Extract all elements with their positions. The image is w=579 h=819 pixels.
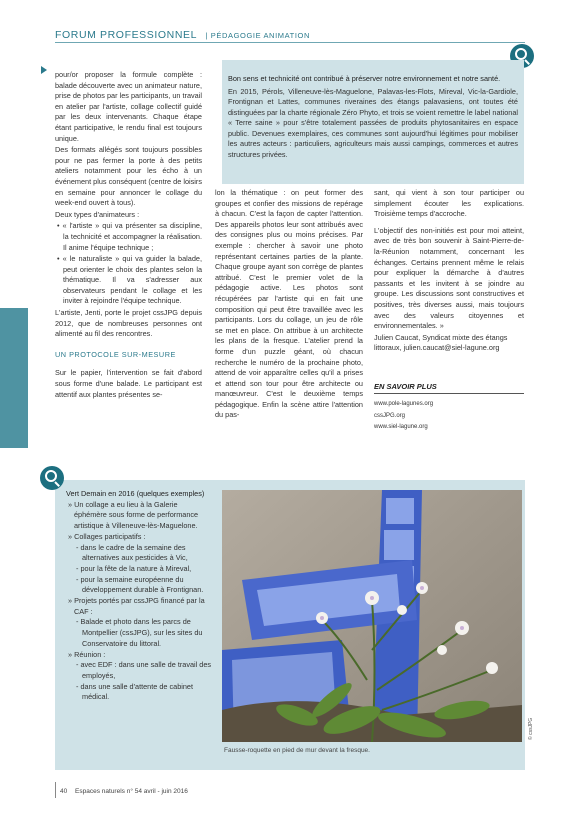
photo-caption: Fausse-roquette en pied de mur devant la fresque.	[224, 747, 370, 754]
paragraph: L'artiste, Jenti, porte le projet cssJPG depuis 2012, que de nombreuses personnes ont alimenté au fil des rencontres.	[55, 308, 202, 339]
author-signature: Julien Caucat, Syndicat mixte des étangs littoraux, julien.caucat@siel-lagune.org	[374, 332, 508, 353]
paragraph: Des formats allégés sont toujours possibles pour ne pas fermer la porte à des petits ateliers notamment pour les écho à un événement plus conséquent (centre de loisirs en semaine pour annoncer le collage du week-end ouvert à tous).	[55, 145, 202, 208]
photo-illustration	[222, 490, 522, 742]
page-number: 40	[60, 788, 68, 795]
section-title: FORUM PROFESSIONNEL	[55, 29, 198, 41]
paragraph: L'objectif des non-initiés est pour moi atteint, avec de très bon souvenir à Saint-Pierre-de-la-Réunion notamment, concernant les échanges. Certains prennent même le relais pour expliquer la démarche à d'autres passants et les invitent à se joindre au groupe. Les discussions sont constructives et positives, très diverses aussi, mais toujours avec des valeurs citoyennes et environnementales. »	[374, 225, 524, 331]
en-savoir-plus	[374, 382, 524, 434]
column-middle	[215, 188, 363, 422]
link[interactable]: cssJPG.org	[374, 412, 406, 419]
examples-list	[66, 489, 212, 703]
header-rule	[55, 42, 525, 43]
page-footer	[60, 788, 260, 798]
sub-list-item: - pour la fête de la nature à Mireval,	[76, 563, 192, 573]
list-item: » Un collage a eu lieu à la Galerie éphémère sous forme de performance artistique à Villeneuve-lès-Maguelone.	[68, 499, 199, 531]
sub-list-item: - dans le cadre de la semaine des alternatives aux pesticides à Vic,	[76, 542, 188, 563]
footer-bar	[55, 782, 56, 798]
magnifier-icon	[40, 466, 64, 490]
list-item: • « l'artiste » qui va présenter sa discipline, la technicité et accompagner la réalisation. Il anime l'équipe technique ;	[57, 221, 202, 252]
list-item: » Collages participatifs :	[68, 531, 146, 541]
en-savoir-plus-heading: EN SAVOIR PLUS	[374, 382, 524, 394]
list-item: • « le naturaliste » qui va guider la balade, peut orienter le choix des plantes selon la thématique. Il va s'adresser aux observateurs pendant le collage et les inviter à rejoindre l'équipe technique.	[57, 254, 202, 306]
column-left	[55, 70, 202, 401]
column-right	[374, 188, 524, 355]
photo	[222, 490, 522, 742]
subsection-title: | PÉDAGOGIE ANIMATION	[205, 31, 310, 40]
sub-list-item: - pour la semaine européenne du développement durable à Frontignan.	[76, 574, 204, 595]
magazine-info: Espaces naturels n° 54 avril - juin 2016	[75, 788, 188, 795]
highlight-title: Bon sens et technicité ont contribué à préserver notre environnement et notre santé.	[228, 74, 501, 83]
link[interactable]: www.pole-lagunes.org	[374, 401, 434, 407]
panel-title: Vert Demain en 2016 (quelques exemples)	[66, 489, 205, 498]
list-item: » Réunion :	[68, 649, 106, 659]
sub-list-item: - Balade et photo dans les parcs de Montpellier (cssJPG), sur les sites du Conservatoire du littoral.	[76, 617, 203, 648]
subheading: UN PROTOCOLE SUR-MESURE	[55, 349, 176, 359]
triangle-bullet-icon	[41, 66, 47, 74]
link[interactable]: www.siel-lagune.org	[374, 424, 428, 430]
list-item: » Projets portés par cssJPG financé par la CAF :	[68, 596, 205, 616]
sub-list-item: - dans une salle d'attente de cabinet médical.	[76, 681, 194, 702]
page-header	[55, 25, 535, 39]
sub-list-item: - avec EDF : dans une salle de travail des employés,	[76, 660, 212, 680]
highlight-box	[222, 60, 524, 184]
highlight-text: En 2015, Pérols, Villeneuve-lès-Maguelone, Palavas-les-Flots, Mireval, Vic-la-Gardiole, Frontignan et Lattes, communes riveraines des étangs palavasiens, ont toutes été distinguées par la charte régionale Zéro Phyto, et trois se voient remettre le label national « Terre saine » pour s'être totalement passées de produits phytosanitaires en espace public. Devenues exemplaires, ces communes sont aujourd'hui légitimes pour mobiliser les autres acteurs : particuliers, agriculteurs mais aussi campings, commerces et autres structures privées.	[228, 86, 518, 159]
photo-credit: © cssJPG	[528, 717, 534, 740]
side-tab	[0, 308, 28, 448]
paragraph: lon la thématique : on peut former des groupes et confier des missions de repérage à chacun. C'est la façon de capter l'attention. Des appareils photos leur sont attribués avec des consignes plus ou moins précises. Par exemple : chercher à savoir une photo représentant certaines parties de la plante. Chaque groupe ayant son corrège de plantes attribué. C'est le premier volet de la pédagogie active. Les photos sont récupérées par l'artiste qui en fait une composition qui peut être travaillée avec les participants. Lors du collage, un jeu de rôle se met en place. On attribue à un architecte les plans de la fresque. L'atelier prend la forme d'un puzzle géant, où chacun recherche le numéro de la prochaine photo, attend de voir apparaître celles qu'il a prises et attend son tour pour être architecte ou manœuvreur. C'est le deuxième temps pédagogique. Enfin la scène attire l'attention du pas-	[215, 188, 363, 420]
paragraph: sant, qui vient à son tour participer ou simplement écouter les explications. Troisième temps d'accroche.	[374, 188, 524, 219]
paragraph: Sur le papier, l'intervention se fait d'abord sous forme d'une balade. Le participant est attentif aux plantes présentes se-	[55, 368, 202, 399]
paragraph: pour/or proposer la formule complète : balade découverte avec un animateur nature, prise de photos par les participants, un travail en atelier par l'artiste, collage collectif guidé par les deux intervenants. Chaque étape étant participative, le rendu final est toujours unique.	[55, 70, 202, 143]
paragraph: Deux types d'animateurs :	[55, 209, 140, 219]
